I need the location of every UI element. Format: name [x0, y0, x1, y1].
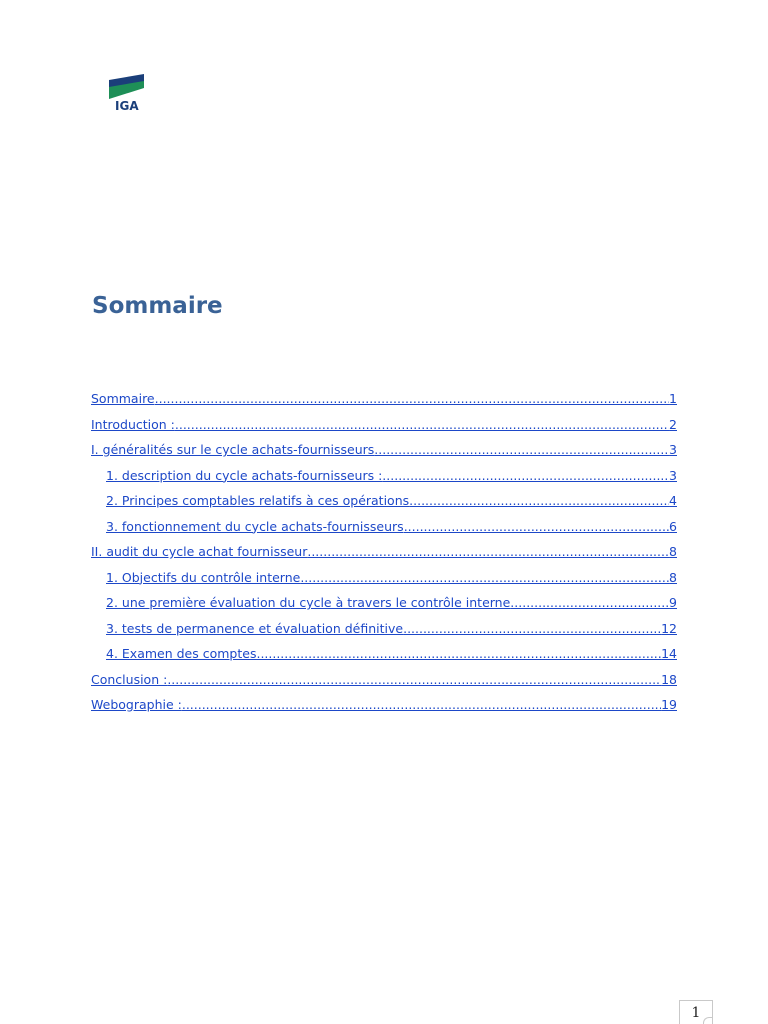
toc-entry-page-number: 3 — [669, 442, 677, 457]
toc-entry-link[interactable] — [91, 412, 677, 438]
toc-entry-link[interactable] — [91, 590, 677, 616]
toc-entry-link[interactable] — [91, 437, 677, 463]
toc-entry-link[interactable] — [91, 488, 677, 514]
toc-entry-title: 3. tests de permanence et évaluation définitive — [106, 620, 404, 636]
page-title: Sommaire — [92, 293, 223, 319]
toc-entry-link[interactable] — [91, 641, 677, 667]
toc-entry-title: Introduction : — [91, 416, 175, 432]
toc-entry-page-number: 1 — [669, 391, 677, 406]
toc-entry-title: Sommaire — [91, 391, 155, 406]
logo-text: IGA — [115, 99, 139, 113]
table-of-contents — [91, 386, 677, 718]
toc-entry-title: Conclusion : — [91, 671, 168, 687]
toc-dot-leader — [374, 437, 669, 463]
toc-dot-leader — [382, 463, 669, 489]
toc-dot-leader — [404, 514, 669, 540]
toc-entry-link[interactable] — [91, 386, 677, 412]
toc-entry-link[interactable] — [91, 692, 677, 718]
iga-logo — [104, 74, 160, 116]
toc-dot-leader — [256, 641, 661, 667]
toc-entry-page-number: 14 — [661, 646, 677, 661]
toc-entry-title: Webographie : — [91, 697, 182, 712]
toc-entry-link[interactable] — [91, 539, 677, 565]
toc-entry-title: II. audit du cycle achat fournisseur — [91, 544, 308, 559]
toc-entry-link[interactable] — [91, 667, 677, 693]
toc-entry-link[interactable] — [91, 463, 677, 489]
toc-entry-page-number: 8 — [669, 569, 677, 585]
toc-entry-page-number: 9 — [669, 595, 677, 610]
page-corner-fold — [703, 1017, 713, 1024]
toc-dot-leader — [403, 616, 661, 642]
toc-entry-page-number: 18 — [661, 671, 677, 687]
toc-entry-page-number: 2 — [669, 416, 677, 432]
toc-entry-page-number: 6 — [669, 518, 677, 534]
toc-entry-link[interactable] — [91, 565, 677, 591]
toc-entry-title: I. généralités sur le cycle achats-fournisseurs — [91, 442, 375, 457]
toc-entry-link[interactable] — [91, 514, 677, 540]
toc-entry-link[interactable] — [91, 616, 677, 642]
toc-entry-title: 1. description du cycle achats-fournisseurs : — [106, 467, 383, 483]
toc-entry-title: 3. fonctionnement du cycle achats-fournisseurs — [106, 518, 404, 534]
toc-dot-leader — [307, 539, 669, 565]
toc-dot-leader — [409, 488, 669, 514]
toc-entry-title: 2. Principes comptables relatifs à ces opérations — [106, 493, 410, 508]
toc-dot-leader — [167, 667, 661, 693]
toc-entry-page-number: 4 — [669, 493, 677, 508]
toc-dot-leader — [155, 386, 669, 412]
toc-entry-page-number: 3 — [669, 467, 677, 483]
toc-dot-leader — [175, 412, 669, 438]
toc-entry-title: 2. une première évaluation du cycle à travers le contrôle interne — [106, 595, 511, 610]
page-number: 1 — [679, 1000, 713, 1024]
toc-dot-leader — [182, 692, 661, 718]
toc-entry-page-number: 19 — [661, 697, 677, 712]
toc-entry-page-number: 8 — [669, 544, 677, 559]
toc-dot-leader — [510, 590, 669, 616]
toc-entry-title: 1. Objectifs du contrôle interne — [106, 569, 301, 585]
toc-dot-leader — [300, 565, 669, 591]
toc-entry-page-number: 12 — [661, 620, 677, 636]
toc-entry-title: 4. Examen des comptes — [106, 646, 257, 661]
